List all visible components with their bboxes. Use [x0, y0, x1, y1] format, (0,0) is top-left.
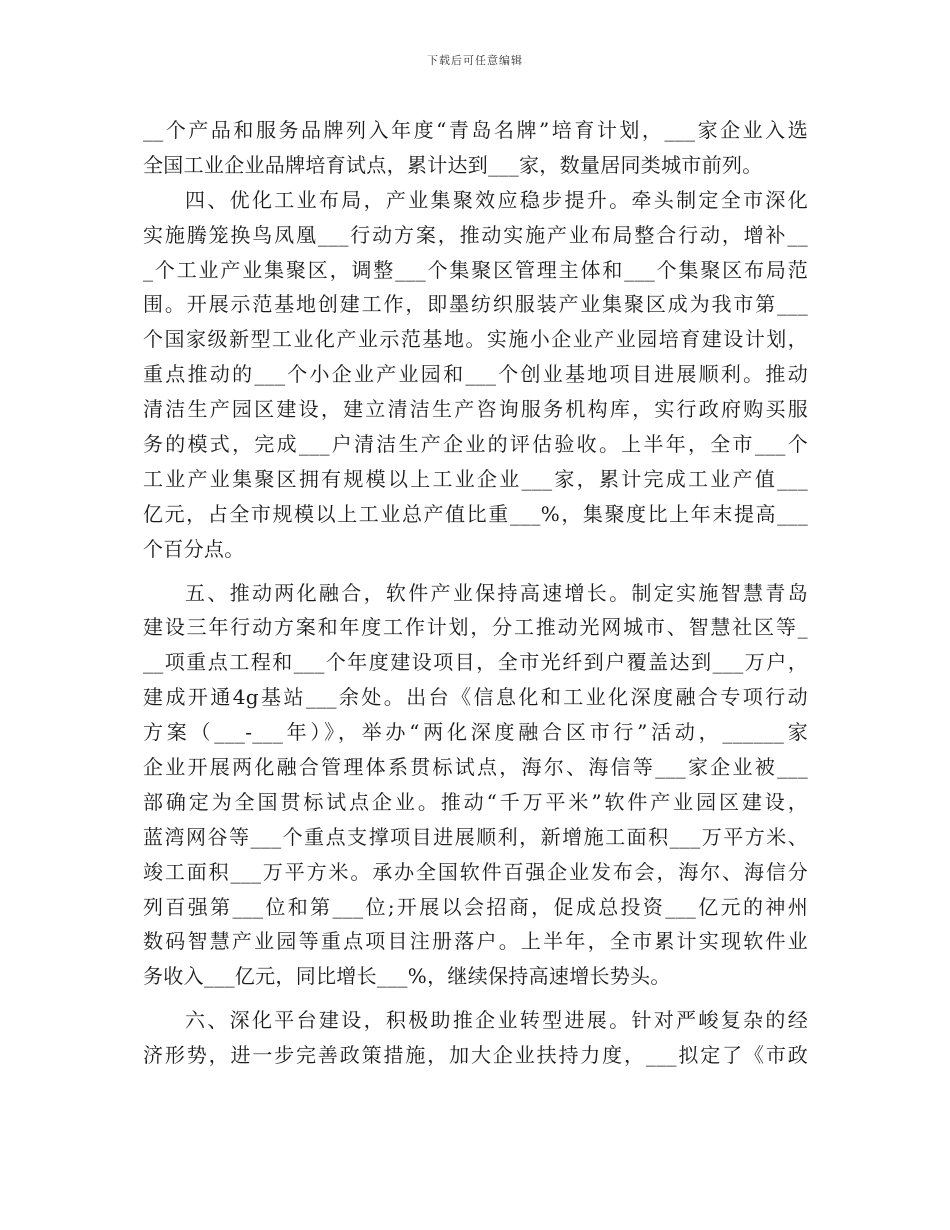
- text-line: 竣工面积___万平方米。承办全国软件百强企业发布会，海尔、海信分: [143, 859, 808, 884]
- text-line: 工业产业集聚区拥有规模以上工业企业___家，累计完成工业产值___: [143, 466, 808, 491]
- text-line: 个百分点。: [143, 536, 245, 561]
- paragraph-gap: [143, 567, 808, 576]
- text-line: 六、深化平台建设，积极助推企业转型进展。针对严峻复杂的经: [185, 1008, 808, 1033]
- page-header: 下载后可任意编辑: [427, 54, 523, 67]
- text-line: 个国家级新型工业化产业示范基地。实施小企业产业园培育建设计划，: [143, 327, 808, 352]
- text-line: 清洁生产园区建设，建立清洁生产咨询服务机构库，实行政府购买服: [143, 397, 808, 422]
- text-line: __项重点工程和___个年度建设项目，全市光纤到户覆盖达到___万户，: [143, 650, 808, 675]
- text-line: 全国工业企业品牌培育试点，累计达到___家，数量居同类城市前列。: [143, 152, 763, 177]
- text-line: 务收入___亿元，同比增长___%，继续保持高速增长势头。: [143, 964, 671, 989]
- paragraph: [143, 113, 808, 183]
- text-line: 列百强第___位和第___位;开展以会招商，促成总投资___亿元的神州: [143, 894, 808, 919]
- text-line: 四、优化工业布局，产业集聚效应稳步提升。牵头制定全市深化: [185, 187, 808, 212]
- text-line: 济形势，进一步完善政策措施，加大企业扶持力度，___拟定了《市政: [143, 1043, 808, 1068]
- text-line: 围。开展示范基地创建工作，即墨纺织服装产业集聚区成为我市第___: [143, 292, 808, 317]
- text-line: 方案（___-___年）》，举办“两化深度融合区市行”活动，______家: [143, 720, 808, 745]
- text-line: 数码智慧产业园等重点项目注册落户。上半年，全市累计实现软件业: [143, 929, 808, 954]
- text-line: 部确定为全国贯标试点企业。推动“千万平米”软件产业园区建设，: [143, 789, 808, 814]
- text-line: 五、推动两化融合，软件产业保持高速增长。制定实施智慧青岛: [185, 580, 808, 605]
- document-body: [143, 113, 808, 1073]
- text-line: _个工业产业集聚区，调整___个集聚区管理主体和___个集聚区布局范: [143, 257, 808, 282]
- text-line: __个产品和服务品牌列入年度“青岛名牌”培育计划，___家企业入选: [143, 118, 808, 142]
- paragraph: [143, 576, 808, 995]
- text-line: 实施腾笼换鸟凤凰___行动方案，推动实施产业布局整合行动，增补__: [143, 222, 808, 247]
- text-line: 亿元，占全市规模以上工业总产值比重___%，集聚度比上年末提高___: [143, 501, 808, 526]
- paragraph: [143, 1003, 808, 1073]
- paragraph: [143, 183, 808, 567]
- text-line: 建成开通4g基站___余处。出台《信息化和工业化深度融合专项行动: [143, 685, 808, 710]
- paragraph-gap: [143, 994, 808, 1003]
- text-line: 企业开展两化融合管理体系贯标试点，海尔、海信等___家企业被___: [143, 755, 808, 780]
- text-line: 务的模式，完成___户清洁生产企业的评估验收。上半年，全市___个: [143, 432, 808, 457]
- text-line: 重点推动的___个小企业产业园和___个创业基地项目进展顺利。推动: [143, 362, 808, 387]
- text-line: 蓝湾网谷等___个重点支撑项目进展顺利，新增施工面积___万平方米、: [143, 824, 808, 849]
- text-line: 建设三年行动方案和年度工作计划，分工推动光网城市、智慧社区等_: [143, 615, 808, 640]
